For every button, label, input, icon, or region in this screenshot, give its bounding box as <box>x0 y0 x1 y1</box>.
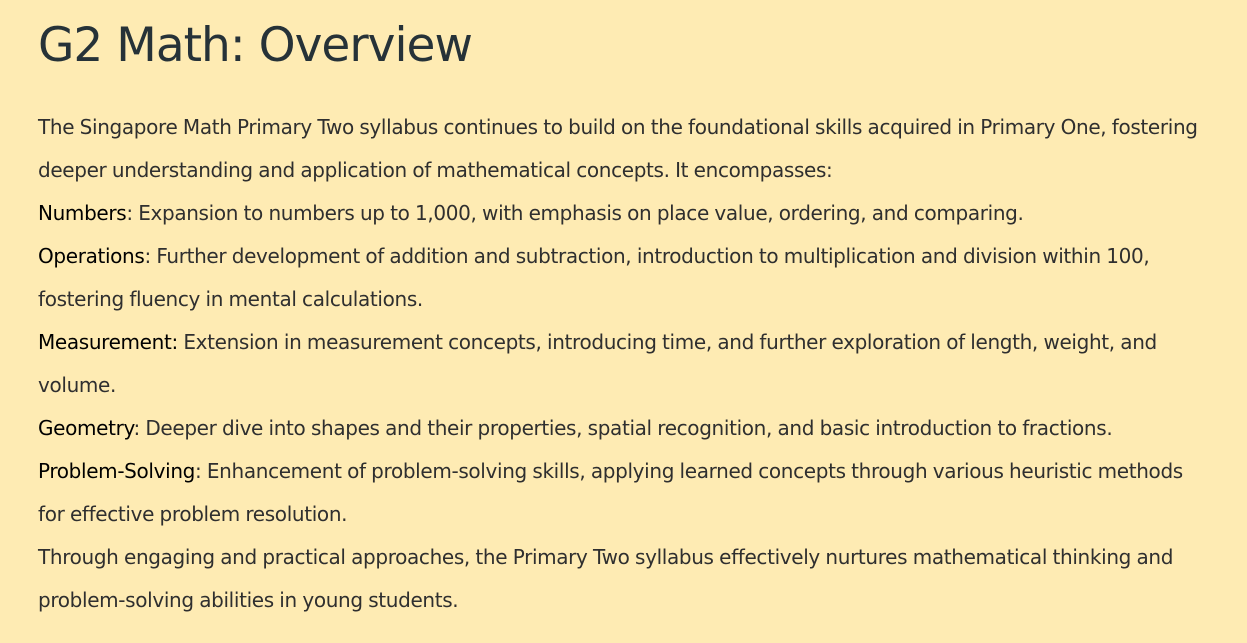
topic-description: : Expansion to numbers up to 1,000, with emphasis on place value, ordering, and comparing. <box>126 201 1024 225</box>
topic-numbers <box>38 192 1209 235</box>
topic-description: : Further development of addition and subtraction, introduction to multiplication and division within 100, fostering fluency in mental calculations. <box>38 244 1150 311</box>
topic-description: : Enhancement of problem-solving skills, applying learned concepts through various heuristic methods for effective problem resolution. <box>38 459 1183 526</box>
topic-operations <box>38 235 1209 321</box>
topic-term: Numbers <box>38 201 127 225</box>
topic-description: : Deeper dive into shapes and their properties, spatial recognition, and basic introduction to fractions. <box>133 416 1113 440</box>
page-title: G2 Math: Overview <box>38 18 472 73</box>
topic-geometry <box>38 407 1209 450</box>
topic-description: Extension in measurement concepts, introducing time, and further exploration of length, weight, and volume. <box>38 330 1157 397</box>
topic-problem-solving <box>38 450 1209 536</box>
topic-term: Operations <box>38 244 145 268</box>
topic-term: Problem-Solving <box>38 459 195 483</box>
intro-paragraph: The Singapore Math Primary Two syllabus continues to build on the foundational skills acquired in Primary One, fostering deeper understanding and application of mathematical concepts. It encompasses: <box>38 115 1198 182</box>
topic-measurement <box>38 321 1209 407</box>
topic-term: Measurement: <box>38 330 178 354</box>
conclusion-paragraph: Through engaging and practical approaches, the Primary Two syllabus effectively nurtures mathematical thinking and problem-solving abilities in young students. <box>38 545 1174 612</box>
topic-term: Geometry <box>38 416 134 440</box>
